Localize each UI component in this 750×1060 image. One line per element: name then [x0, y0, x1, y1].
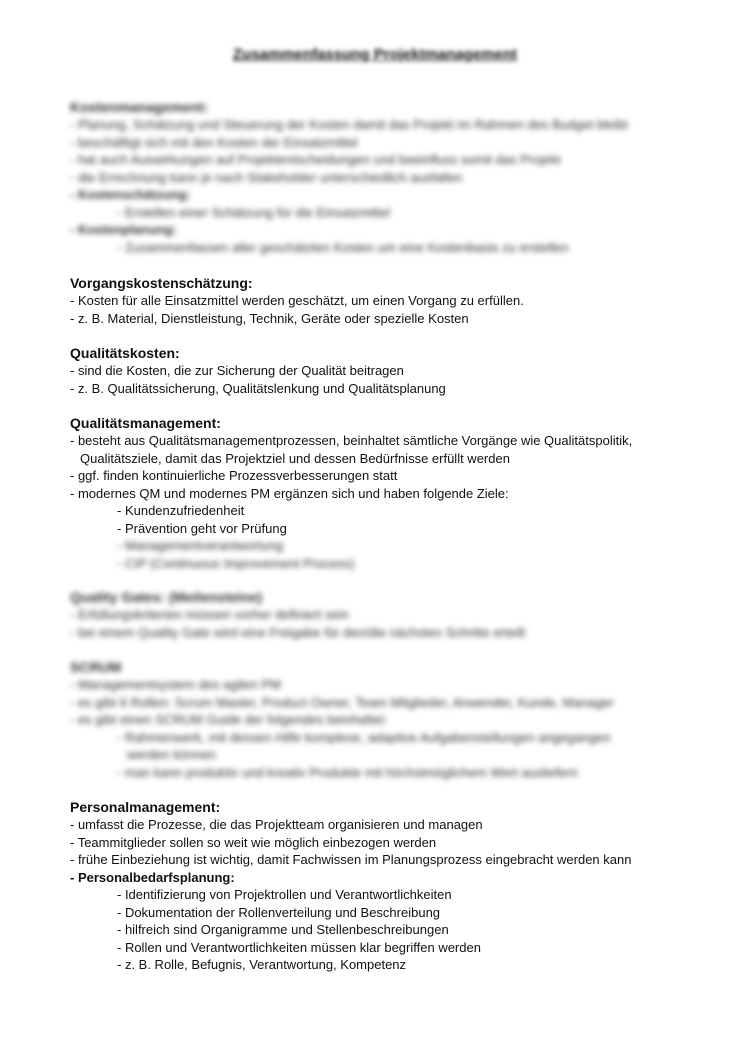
section-heading: Qualitätsmanagement:	[70, 415, 221, 431]
section-vorgangskostenschaetzung	[70, 274, 690, 327]
list-item: - Rahmenwerk, mit dessen Hilfe komplexe, adaptive Aufgabenstellungen angegangen	[117, 729, 611, 745]
list-item: - sind die Kosten, die zur Sicherung der Qualität beitragen	[70, 363, 404, 378]
section-heading: Vorgangskostenschätzung:	[70, 275, 253, 291]
list-item: - modernes QM und modernes PM ergänzen sich und haben folgende Ziele:	[70, 485, 509, 501]
section-qualitaetskosten	[70, 344, 690, 397]
list-item: - hat auch Auswirkungen auf Projektentscheidungen und beeinfluss somit das Projekt	[70, 152, 561, 167]
list-item: - man kann produktiv und kreativ Produkte mit höchstmöglichem Wert ausliefern	[117, 764, 578, 780]
list-item: - Managementsystem des agilen PM	[70, 677, 281, 692]
list-item: - CIP (Continuous Improvement Process)	[117, 555, 355, 571]
list-item: - es gibt 6 Rollen: Scrum Master, Product Owner, Team Mitglieder, Anwender, Kunde, Manager	[70, 694, 614, 710]
list-item: - beschäftigt sich mit den Kosten der Einsatzmittel	[70, 134, 358, 150]
list-item: - z. B. Qualitätssicherung, Qualitätslenkung und Qualitätsplanung	[70, 380, 446, 396]
section-heading: Personalmanagement:	[70, 799, 221, 815]
list-item: - hilfreich sind Organigramme und Stellenbeschreibungen	[117, 922, 449, 937]
section-personalmanagement	[70, 798, 690, 974]
section-qualitaetsmanagement	[70, 414, 690, 572]
list-item-continuation: Qualitätsziele, damit das Projektziel und dessen Bedürfnisse erfüllt werden	[80, 450, 510, 466]
section-heading: Qualitätskosten:	[70, 345, 180, 361]
list-item: - Identifizierung von Projektrollen und Verantwortlichkeiten	[117, 887, 452, 902]
list-item: - die Errechnung kann je nach Stakeholder unterschiedlich ausfallen	[70, 169, 463, 185]
list-item: - Dokumentation der Rollenverteilung und Beschreibung	[117, 904, 441, 920]
list-item: - es gibt einen SCRUM Guide der folgendes beinhaltet:	[70, 712, 388, 727]
list-item: - Personalbedarfsplanung:	[70, 869, 235, 885]
list-item: - Kostenschätzung:	[70, 187, 191, 202]
list-item: - bei einem Quality Gate wird eine Freigabe für den/die nächsten Schritte erteilt	[70, 624, 526, 640]
list-item: - Erfüllungskriterien müssen vorher definiert sein	[70, 607, 349, 622]
section-scrum	[70, 658, 690, 781]
section-quality-gates	[70, 588, 690, 641]
list-item: - umfasst die Prozesse, die das Projektteam organisieren und managen	[70, 817, 483, 832]
list-item: - Kundenzufriedenheit	[117, 503, 245, 518]
list-item: - Erstellen einer Schätzung für die Einsatzmittel	[117, 204, 391, 220]
section-heading: Kostenmanagement:	[70, 99, 209, 115]
list-item: - Rollen und Verantwortlichkeiten müssen klar begriffen werden	[117, 939, 481, 955]
list-item: - Zusammenfassen aller geschätzten Kosten um eine Kostenbasis zu erstellen	[117, 239, 569, 255]
list-item: - Kostenplanung:	[70, 222, 177, 237]
list-item-continuation: werden können	[127, 747, 216, 762]
list-item: - ggf. finden kontinuierliche Prozessverbesserungen statt	[70, 468, 398, 483]
section-heading: Quality Gates: (Meilensteine)	[70, 589, 263, 605]
list-item: - Teammitglieder sollen so weit wie möglich einbezogen werden	[70, 834, 437, 850]
page-title: Zusammenfassung Projektmanagement	[232, 46, 518, 63]
list-item: - Managementverantwortung	[117, 538, 284, 553]
list-item: - Planung, Schätzung und Steuerung der Kosten damit das Projekt im Rahmen des Budget bleibt	[70, 117, 628, 132]
section-heading: SCRUM	[70, 659, 122, 675]
list-item: - z. B. Material, Dienstleistung, Technik, Geräte oder spezielle Kosten	[70, 310, 469, 326]
list-item: - frühe Einbeziehung ist wichtig, damit Fachwissen im Planungsprozess eingebracht werden kann	[70, 852, 632, 867]
list-item: - Prävention geht vor Prüfung	[117, 520, 287, 536]
list-item: - Kosten für alle Einsatzmittel werden geschätzt, um einen Vorgang zu erfüllen.	[70, 293, 524, 308]
section-kostenmanagement	[70, 98, 690, 256]
list-item: - z. B. Rolle, Befugnis, Verantwortung, Kompetenz	[117, 957, 407, 972]
list-item: - besteht aus Qualitätsmanagementprozessen, beinhaltet sämtliche Vorgänge wie Qualitätspolitik,	[70, 433, 633, 448]
